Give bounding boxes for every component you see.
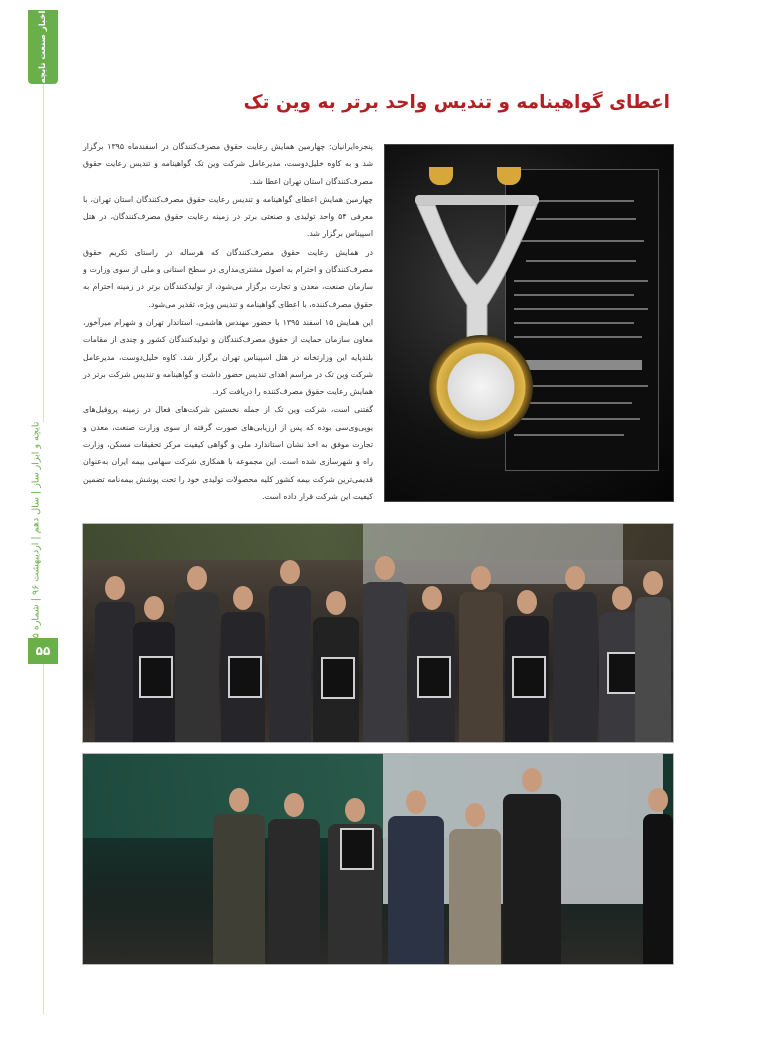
- article-paragraph: پنجره‌ایرانیان: چهارمین همایش رعایت حقوق مصرف‌کنندگان در اسفندماه ۱۳۹۵ برگزار شد و به کاوه خلیل‌دوست، مدیرعامل شرکت وین تک گواهینامه و تندیس رعایت حقوق مصرف‌کنندگان استان تهران اعطا شد.: [83, 142, 373, 186]
- article-paragraph: گفتنی است، شرکت وین تک از جمله نخستین شرکت‌های فعال در زمینه پروفیل‌های یوپی‌وی‌سی بوده که پس از ارزیابی‌های صورت گرفته از سوی وزارت صنعت، معدن و تجارت موفق به اخذ نشان استاندارد ملی و گواهی کیفیت مرکز تحقیقات مسکن، وزارت راه و شهرسازی شده است. این مجموعه با همکاری شرکت سهامی بیمه ایران به‌عنوان قدیمی‌ترین شرکت بیمه کشور کلیه محصولات تولیدی خود را تحت پوشش بیمه‌نامه تضمین کیفیت این شرکت قرار داده است.: [83, 405, 373, 501]
- section-tab-label: اخبار صنعت تایچه: [38, 10, 48, 84]
- award-handover-photo: [82, 753, 674, 965]
- page-number: ۵۵: [28, 638, 58, 664]
- margin-rule-bottom: [43, 664, 44, 1014]
- article-paragraph: چهارمین همایش اعطای گواهینامه و تندیس رعایت حقوق مصرف‌کنندگان استان تهران، با معرفی ۵۴ واحد تولیدی و صنعتی برتر در زمینه رعایت حقوق مصرف‌کنندگان، در هتل اسپیناس برگزار شد.: [83, 194, 373, 239]
- issue-caption: تایچه و ابزار ساز | سال دهم | اردیبهشت ۹۶ | شماره: [30, 421, 42, 631]
- margin-rule-top: [43, 84, 44, 422]
- ceremony-group-photo: [82, 523, 674, 743]
- article-headline: اعطای گواهینامه و تندیس واحد برتر به وین تک: [243, 92, 670, 113]
- section-tab: [28, 10, 58, 84]
- gear-emblem-icon: [429, 335, 533, 439]
- article-paragraph: این همایش ۱۵ اسفند ۱۳۹۵ با حضور مهندس هاشمی، استاندار تهران و شهرام میرآخور، معاون سازمان حمایت از حقوق مصرف‌کنندگان و تولیدکنندگان کشور و چندی از مقامات بلندپایه این وزارتخانه در هتل اسپیناس تهران برگزار شد. کاوه خلیل‌دوست، مدیرعامل شرکت وین تک در مراسم اهدای تندیس حضور داشت و گواهینامه و تندیس شرکت برتر در همایش رعایت حقوق مصرف‌کننده را دریافت کرد.: [83, 317, 373, 397]
- article-body: [83, 138, 373, 506]
- article-paragraph: در همایش رعایت حقوق مصرف‌کنندگان که هرساله در راستای تکریم حقوق مصرف‌کنندگان و احترام به اصول مشتری‌مداری در سطح استانی و ملی از سوی وزارت و سازمان صنعت، معدن و تجارت برگزار می‌شود، از تولیدکنندگان برتر در زمینه احترام به حقوق مصرف‌کننده، با اعطای گواهینامه و تندیس ویژه، تقدیر می‌شود.: [83, 247, 373, 309]
- award-trophy-photo: [384, 144, 674, 502]
